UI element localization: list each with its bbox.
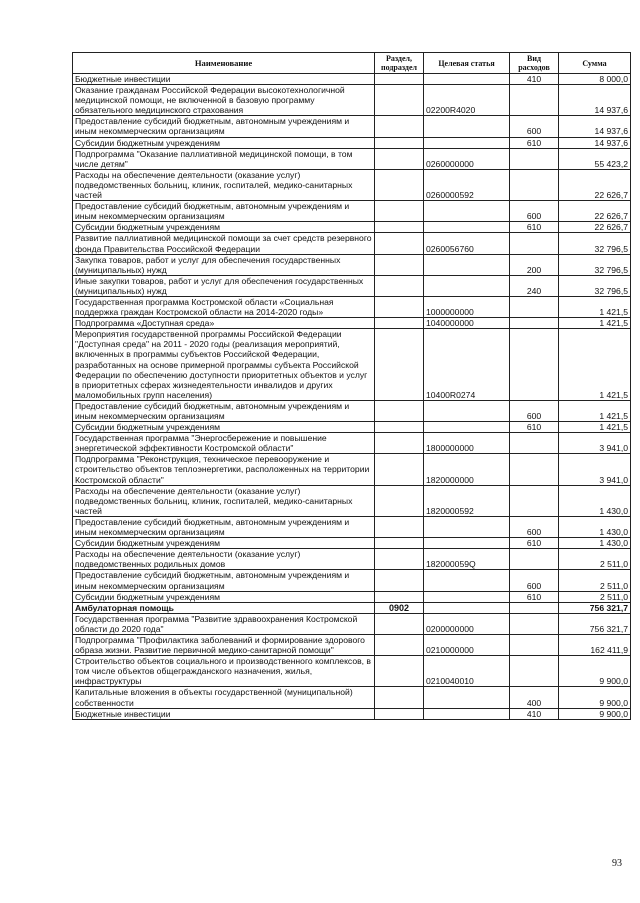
cell-type: 610 xyxy=(510,422,559,433)
cell-sum: 2 511,0 xyxy=(559,570,631,591)
cell-type: 400 xyxy=(510,687,559,708)
cell-target xyxy=(424,570,510,591)
table-row xyxy=(73,687,631,708)
table-row xyxy=(73,708,631,719)
table-row xyxy=(73,222,631,233)
cell-name: Предоставление субсидий бюджетным, автономным учреждениям и иным некоммерческим организациям xyxy=(73,201,375,222)
table-row xyxy=(73,116,631,137)
cell-target xyxy=(424,687,510,708)
header-sum: Сумма xyxy=(559,53,631,74)
cell-type xyxy=(510,329,559,401)
cell-target: 1820000000 xyxy=(424,454,510,485)
table-row xyxy=(73,634,631,655)
cell-sum: 1 421,5 xyxy=(559,422,631,433)
cell-name: Предоставление субсидий бюджетным, автономным учреждениям и иным некоммерческим организациям xyxy=(73,116,375,137)
cell-target: 0210000000 xyxy=(424,634,510,655)
table-row xyxy=(73,570,631,591)
cell-sum: 9 900,0 xyxy=(559,708,631,719)
cell-type: 410 xyxy=(510,74,559,85)
cell-name: Субсидии бюджетным учреждениям xyxy=(73,222,375,233)
cell-sum: 1 421,5 xyxy=(559,329,631,401)
table-row xyxy=(73,516,631,537)
cell-sum: 2 511,0 xyxy=(559,549,631,570)
cell-type xyxy=(510,549,559,570)
cell-target xyxy=(424,254,510,275)
cell-section xyxy=(375,275,424,296)
table-row xyxy=(73,254,631,275)
cell-name: Государственная программа "Энергосбережение и повышение энергетической эффективности Костромской области" xyxy=(73,433,375,454)
cell-section xyxy=(375,85,424,116)
cell-target xyxy=(424,708,510,719)
cell-type: 610 xyxy=(510,538,559,549)
cell-sum: 1 421,5 xyxy=(559,318,631,329)
table-row xyxy=(73,613,631,634)
table-row xyxy=(73,656,631,687)
cell-name: Подпрограмма "Оказание паллиативной медицинской помощи, в том числе детям" xyxy=(73,148,375,169)
table-row xyxy=(73,74,631,85)
cell-type xyxy=(510,169,559,200)
cell-sum: 14 937,6 xyxy=(559,137,631,148)
cell-name: Предоставление субсидий бюджетным, автономным учреждениям и иным некоммерческим организациям xyxy=(73,570,375,591)
table-row xyxy=(73,329,631,401)
cell-target: 0260000000 xyxy=(424,148,510,169)
cell-section xyxy=(375,400,424,421)
cell-section xyxy=(375,296,424,317)
cell-sum: 162 411,9 xyxy=(559,634,631,655)
cell-type xyxy=(510,296,559,317)
cell-sum: 1 421,5 xyxy=(559,296,631,317)
cell-target: 0210040010 xyxy=(424,656,510,687)
header-type: Вид расходов xyxy=(510,53,559,74)
cell-type xyxy=(510,613,559,634)
cell-section xyxy=(375,233,424,254)
cell-type: 410 xyxy=(510,708,559,719)
cell-target: 0200000000 xyxy=(424,613,510,634)
cell-target xyxy=(424,422,510,433)
table-row xyxy=(73,85,631,116)
table-row xyxy=(73,400,631,421)
cell-section xyxy=(375,485,424,516)
cell-name: Государственная программа "Развитие здравоохранения Костромской области до 2020 года" xyxy=(73,613,375,634)
cell-section xyxy=(375,222,424,233)
cell-sum: 14 937,6 xyxy=(559,116,631,137)
cell-target xyxy=(424,275,510,296)
cell-name: Строительство объектов социального и производственного комплексов, в том числе объектов общегражданского назначения, жилья, инфраструктуры xyxy=(73,656,375,687)
cell-sum: 14 937,6 xyxy=(559,85,631,116)
cell-name: Государственная программа Костромской области «Социальная поддержка граждан Костромской области на 2014-2020 годы» xyxy=(73,296,375,317)
header-target: Целевая статья xyxy=(424,53,510,74)
cell-sum: 1 430,0 xyxy=(559,538,631,549)
cell-target xyxy=(424,222,510,233)
document-page xyxy=(72,52,630,720)
cell-name: Расходы на обеспечение деятельности (оказание услуг) подведомственных больниц, клиник, госпиталей, медико-санитарных частей xyxy=(73,169,375,200)
table-row xyxy=(73,454,631,485)
cell-target xyxy=(424,74,510,85)
cell-name: Субсидии бюджетным учреждениям xyxy=(73,137,375,148)
cell-name: Бюджетные инвестиции xyxy=(73,74,375,85)
cell-type xyxy=(510,602,559,613)
cell-target: 02200R4020 xyxy=(424,85,510,116)
cell-target xyxy=(424,602,510,613)
table-row xyxy=(73,137,631,148)
table-row xyxy=(73,433,631,454)
cell-name: Предоставление субсидий бюджетным, автономным учреждениям и иным некоммерческим организациям xyxy=(73,400,375,421)
cell-section xyxy=(375,570,424,591)
cell-type: 600 xyxy=(510,570,559,591)
cell-section xyxy=(375,591,424,602)
cell-sum: 9 900,0 xyxy=(559,687,631,708)
cell-target xyxy=(424,137,510,148)
cell-section xyxy=(375,549,424,570)
cell-name: Подпрограмма "Профилактика заболеваний и формирование здорового образа жизни. Развитие первичной медико-санитарной помощи" xyxy=(73,634,375,655)
cell-type: 600 xyxy=(510,400,559,421)
cell-sum: 1 430,0 xyxy=(559,485,631,516)
cell-type xyxy=(510,233,559,254)
cell-type: 610 xyxy=(510,222,559,233)
cell-sum: 3 941,0 xyxy=(559,433,631,454)
cell-sum: 32 796,5 xyxy=(559,233,631,254)
table-row xyxy=(73,422,631,433)
cell-sum: 1 421,5 xyxy=(559,400,631,421)
cell-section xyxy=(375,656,424,687)
table-body xyxy=(73,74,631,720)
cell-name: Субсидии бюджетным учреждениям xyxy=(73,591,375,602)
cell-section xyxy=(375,454,424,485)
cell-section xyxy=(375,516,424,537)
cell-target: 1820000592 xyxy=(424,485,510,516)
table-row xyxy=(73,549,631,570)
header-name: Наименование xyxy=(73,53,375,74)
cell-section xyxy=(375,687,424,708)
cell-type xyxy=(510,148,559,169)
cell-target xyxy=(424,591,510,602)
cell-target: 1000000000 xyxy=(424,296,510,317)
cell-name: Оказание гражданам Российской Федерации высокотехнологичной медицинской помощи, не включенной в базовую программу обязательного медицинского страхования xyxy=(73,85,375,116)
table-row xyxy=(73,148,631,169)
table-row xyxy=(73,201,631,222)
cell-section xyxy=(375,538,424,549)
cell-target xyxy=(424,538,510,549)
cell-name: Предоставление субсидий бюджетным, автономным учреждениям и иным некоммерческим организациям xyxy=(73,516,375,537)
cell-section xyxy=(375,634,424,655)
cell-name: Закупка товаров, работ и услуг для обеспечения государственных (муниципальных) нужд xyxy=(73,254,375,275)
cell-sum: 55 423,2 xyxy=(559,148,631,169)
cell-section xyxy=(375,254,424,275)
cell-section xyxy=(375,613,424,634)
cell-section xyxy=(375,169,424,200)
cell-name: Мероприятия государственной программы Российской Федерации "Доступная среда" на 2011 - 2020 годы (реализация мероприятий, включенных в программы субъектов Российской Федерации, разработанных на основе примерной программы субъекта Российской Федерации по обеспечению доступности приоритетных объектов и услуг в приоритетных сферах жизнедеятельности инвалидов и других маломобильных групп населения) xyxy=(73,329,375,401)
cell-sum: 22 626,7 xyxy=(559,222,631,233)
table-row xyxy=(73,233,631,254)
cell-sum: 32 796,5 xyxy=(559,275,631,296)
cell-type: 600 xyxy=(510,116,559,137)
cell-type xyxy=(510,85,559,116)
cell-name: Подпрограмма "Реконструкция, техническое перевооружение и строительство объектов теплоэнергетики, расположенных на территории Костромской области" xyxy=(73,454,375,485)
table-row xyxy=(73,602,631,613)
table-row xyxy=(73,169,631,200)
cell-target: 10400R0274 xyxy=(424,329,510,401)
cell-target xyxy=(424,116,510,137)
cell-type xyxy=(510,318,559,329)
cell-type: 240 xyxy=(510,275,559,296)
cell-section xyxy=(375,74,424,85)
table-row xyxy=(73,318,631,329)
table-row xyxy=(73,485,631,516)
cell-section xyxy=(375,329,424,401)
cell-target xyxy=(424,516,510,537)
cell-sum: 9 900,0 xyxy=(559,656,631,687)
cell-name: Иные закупки товаров, работ и услуг для обеспечения государственных (муниципальных) нужд xyxy=(73,275,375,296)
cell-name: Расходы на обеспечение деятельности (оказание услуг) подведомственных больниц, клиник, госпиталей, медико-санитарных частей xyxy=(73,485,375,516)
cell-sum: 3 941,0 xyxy=(559,454,631,485)
cell-name: Развитие паллиативной медицинской помощи за счет средств резервного фонда Правительства Российской Федерации xyxy=(73,233,375,254)
budget-table xyxy=(72,52,631,720)
cell-name: Субсидии бюджетным учреждениям xyxy=(73,422,375,433)
cell-type: 200 xyxy=(510,254,559,275)
cell-name: Расходы на обеспечение деятельности (оказание услуг) подведомственных родильных домов xyxy=(73,549,375,570)
cell-name: Субсидии бюджетным учреждениям xyxy=(73,538,375,549)
cell-target xyxy=(424,400,510,421)
cell-sum: 32 796,5 xyxy=(559,254,631,275)
cell-section xyxy=(375,422,424,433)
cell-name: Подпрограмма «Доступная среда» xyxy=(73,318,375,329)
cell-target: 182000059Q xyxy=(424,549,510,570)
table-row xyxy=(73,296,631,317)
cell-sum: 22 626,7 xyxy=(559,201,631,222)
cell-section xyxy=(375,433,424,454)
cell-target: 0260056760 xyxy=(424,233,510,254)
table-header-row xyxy=(73,53,631,74)
cell-type xyxy=(510,656,559,687)
cell-name: Бюджетные инвестиции xyxy=(73,708,375,719)
cell-type xyxy=(510,634,559,655)
cell-section xyxy=(375,318,424,329)
cell-target: 1800000000 xyxy=(424,433,510,454)
cell-section xyxy=(375,201,424,222)
cell-type: 610 xyxy=(510,591,559,602)
cell-section xyxy=(375,137,424,148)
cell-sum: 2 511,0 xyxy=(559,591,631,602)
cell-section xyxy=(375,116,424,137)
cell-sum: 8 000,0 xyxy=(559,74,631,85)
cell-type: 600 xyxy=(510,516,559,537)
cell-type xyxy=(510,454,559,485)
cell-name: Амбулаторная помощь xyxy=(73,602,375,613)
cell-type: 610 xyxy=(510,137,559,148)
cell-section: 0902 xyxy=(375,602,424,613)
page-number: 93 xyxy=(612,858,622,869)
cell-target xyxy=(424,201,510,222)
cell-sum: 1 430,0 xyxy=(559,516,631,537)
cell-target: 0260000592 xyxy=(424,169,510,200)
cell-type xyxy=(510,485,559,516)
table-row xyxy=(73,538,631,549)
cell-type: 600 xyxy=(510,201,559,222)
table-row xyxy=(73,591,631,602)
cell-section xyxy=(375,708,424,719)
cell-name: Капитальные вложения в объекты государственной (муниципальной) собственности xyxy=(73,687,375,708)
cell-sum: 756 321,7 xyxy=(559,602,631,613)
header-section: Раздел, подраздел xyxy=(375,53,424,74)
cell-type xyxy=(510,433,559,454)
cell-sum: 756 321,7 xyxy=(559,613,631,634)
cell-sum: 22 626,7 xyxy=(559,169,631,200)
table-row xyxy=(73,275,631,296)
cell-target: 1040000000 xyxy=(424,318,510,329)
cell-section xyxy=(375,148,424,169)
